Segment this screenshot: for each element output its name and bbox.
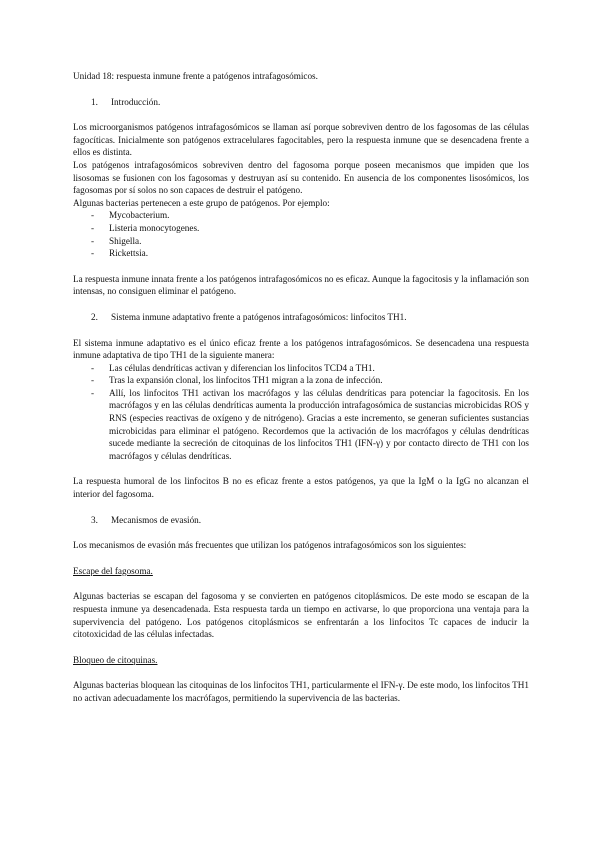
section-1-paragraph-4: La respuesta inmune innata frente a los patógenos intrafagosómicos no es eficaz. Aunque la fagocitosis y la inflamación son intensas, no consiguen eliminar el patógeno. — [73, 273, 529, 297]
list-item: - Listeria monocytogenes. — [73, 222, 529, 235]
th1-steps-list — [73, 362, 529, 463]
list-item: - Las células dendríticas activan y diferencian los linfocitos TCD4 a TH1. — [73, 362, 529, 375]
section-3-title: Mecanismos de evasión. — [111, 514, 202, 525]
section-2-heading — [73, 311, 529, 324]
document-page — [73, 70, 529, 705]
section-1-title: Introducción. — [111, 96, 161, 107]
section-2-number: 2. — [91, 311, 98, 322]
subsection-blockade-title: Bloqueo de citoquinas. — [73, 654, 158, 665]
section-2-title: Sistema inmune adaptativo frente a patógenos intrafagosómicos: linfocitos TH1. — [111, 311, 407, 322]
list-marker: - — [91, 210, 95, 221]
subsection-escape-text: Algunas bacterias se escapan del fagosoma y se convierten en patógenos citoplásmicos. De este modo se escapan de la respuesta inmune ya desencadenada. Esta respuesta tarda un tiempo en activarse, lo que proporciona una ventaja para la supervivencia del patógeno. Los patógenos citoplásmicos se enfrentarán a los linfocitos Tc capaces de inducir la citotoxicidad de las células infectadas. — [73, 591, 529, 640]
list-marker: - — [91, 222, 95, 233]
list-item: - Shigella. — [73, 235, 529, 248]
section-1-paragraph-1: Los microorganismos patógenos intrafagosómicos se llaman así porque sobreviven dentro de los fagosomas de las células fagocíticas. Inicialmente son patógenos extracelulares fagocitables, pero la respuesta inmune que se desencadena frente a ellos es distinta. — [73, 122, 529, 158]
section-1-paragraph-2: Los patógenos intrafagosómicos sobreviven dentro del fagosoma porque poseen mecanismos que impiden que los lisosomas se fusionen con los fagosomas y destruyan así su contenido. En ausencia de los componentes lisosómicos, los fagosomas por sí solos no son capaces de destruir el patógeno. — [73, 159, 529, 196]
subsection-blockade-text: Algunas bacterias bloquean las citoquinas de los linfocitos TH1, particularmente el IFN-γ. De este modo, los linfocitos TH1 no activan adecuadamente los macrófagos, permitiendo la supervivencia de las bacterias. — [73, 680, 529, 703]
list-item: - Allí, los linfocitos TH1 activan los macrófagos y las células dendríticas para potenciar la fagocitosis. En los macrófagos y en las células dendríticas aumenta la producción intrafagosómica de sustancias microbicidas ROS y RNS (especies reactivas de oxígeno y de nitrógeno). Gracias a este incremento, se generan suficientes sustancias microbicidas para eliminar el patógeno. Recordemos que la activación de los macrófagos y células dendríticas sucede mediante la secreción de citoquinas de los linfocitos TH1 (IFN-γ) y por contacto directo de TH1 con los macrófagos y células dendríticas. — [73, 387, 529, 463]
section-1-number: 1. — [91, 96, 98, 107]
document-title: Unidad 18: respuesta inmune frente a patógenos intrafagosómicos. — [73, 71, 318, 81]
list-marker: - — [91, 235, 95, 246]
section-2-paragraph-2: La respuesta humoral de los linfocitos B no es eficaz frente a estos patógenos, ya que la IgM o la IgG no alcanzan el interior del fagosoma. — [73, 476, 529, 500]
list-marker: - — [91, 248, 95, 259]
list-marker: - — [91, 375, 95, 386]
list-item: - Tras la expansión clonal, los linfocitos TH1 migran a la zona de infección. — [73, 374, 529, 387]
section-3-paragraph-1: Los mecanismos de evasión más frecuentes que utilizan los patógenos intrafagosómicos son los siguientes: — [73, 540, 467, 551]
list-item: - Rickettsia. — [73, 247, 529, 260]
section-1-heading — [73, 96, 529, 109]
list-marker: - — [91, 362, 95, 373]
section-3-number: 3. — [91, 514, 98, 525]
section-1-paragraph-3: Algunas bacterias pertenecen a este grupo de patógenos. Por ejemplo: — [73, 197, 330, 208]
bacteria-list — [73, 209, 529, 259]
list-marker: - — [91, 387, 95, 398]
section-3-heading — [73, 514, 529, 527]
subsection-escape-title: Escape del fagosoma. — [73, 565, 153, 576]
section-2-paragraph-1: El sistema inmune adaptativo es el único eficaz frente a los patógenos intrafagosómicos. Se desencadena una respuesta inmune adaptativa de tipo TH1 de la siguiente manera: — [73, 337, 529, 361]
list-item: - Mycobacterium. — [73, 209, 529, 222]
